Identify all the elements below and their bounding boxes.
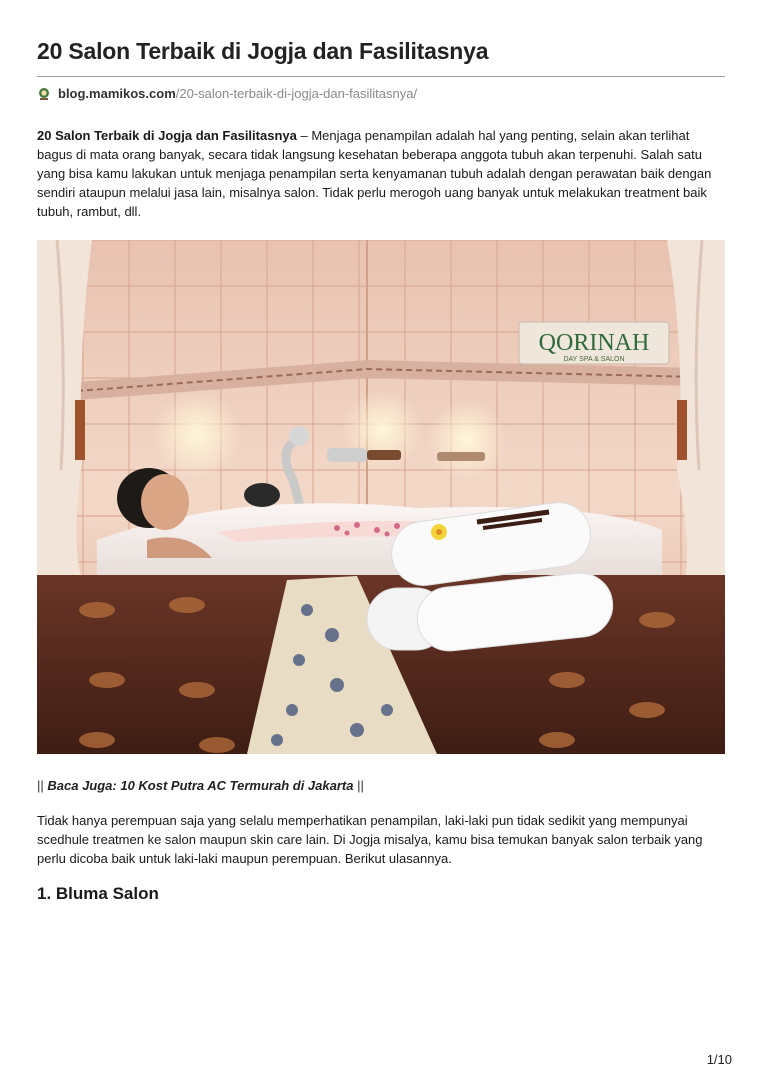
- source-url[interactable]: [37, 86, 417, 101]
- page-number: 1/10: [706, 1052, 732, 1067]
- intro-bold-title: 20 Salon Terbaik di Jogja dan Fasilitasnya: [37, 128, 297, 143]
- source-domain: blog.mamikos.com: [58, 86, 176, 101]
- see-also-line: [37, 778, 364, 793]
- body-paragraph: Tidak hanya perempuan saja yang selalu memperhatikan penampilan, laki-laki pun tidak sedikit yang mempunyai scedhule treatmen ke salon maupun skin care lain. Di Jogja misalya, kamu bisa temukan banyak salon terbaik yang perlu dicoba baik untuk laki-laki maupun perempuan. Berikut ulasannya.: [37, 813, 703, 866]
- article-title: 20 Salon Terbaik di Jogja dan Fasilitasnya: [37, 38, 489, 64]
- see-also-bracket-close: ||: [353, 778, 364, 793]
- intro-text: – Menjaga penampilan adalah hal yang penting, selain akan terlihat bagus di mata orang banyak, secara tidak langsung kesehatan beberapa anggota tubuh akan terpenuhi. Salah satu yang bisa kamu lakukan untuk menjaga penampilan serta kenyamanan tubuh adalah dengan perawatan baik dengan sendiri ataupun melalui jasa lain, misalnya salon. Tidak perlu merogoh uang banyak untuk melakukan treatment baik tubuh, rambut, dll.: [37, 128, 712, 219]
- spa-sign-text: QORINAH: [538, 330, 650, 356]
- source-path: /20-salon-terbaik-di-jogja-dan-fasilitasnya/: [175, 86, 418, 101]
- see-also-bracket-open: ||: [37, 778, 48, 793]
- spa-bath-photo: [37, 240, 725, 754]
- site-favicon-icon: [37, 87, 51, 101]
- spa-sign-subtext: DAY SPA & SALON: [563, 356, 625, 363]
- see-also-link[interactable]: Baca Juga: 10 Kost Putra AC Termurah di Jakarta: [47, 778, 354, 793]
- section-heading: 1. Bluma Salon: [37, 884, 159, 903]
- title-divider: [37, 76, 725, 77]
- intro-paragraph: [37, 126, 727, 221]
